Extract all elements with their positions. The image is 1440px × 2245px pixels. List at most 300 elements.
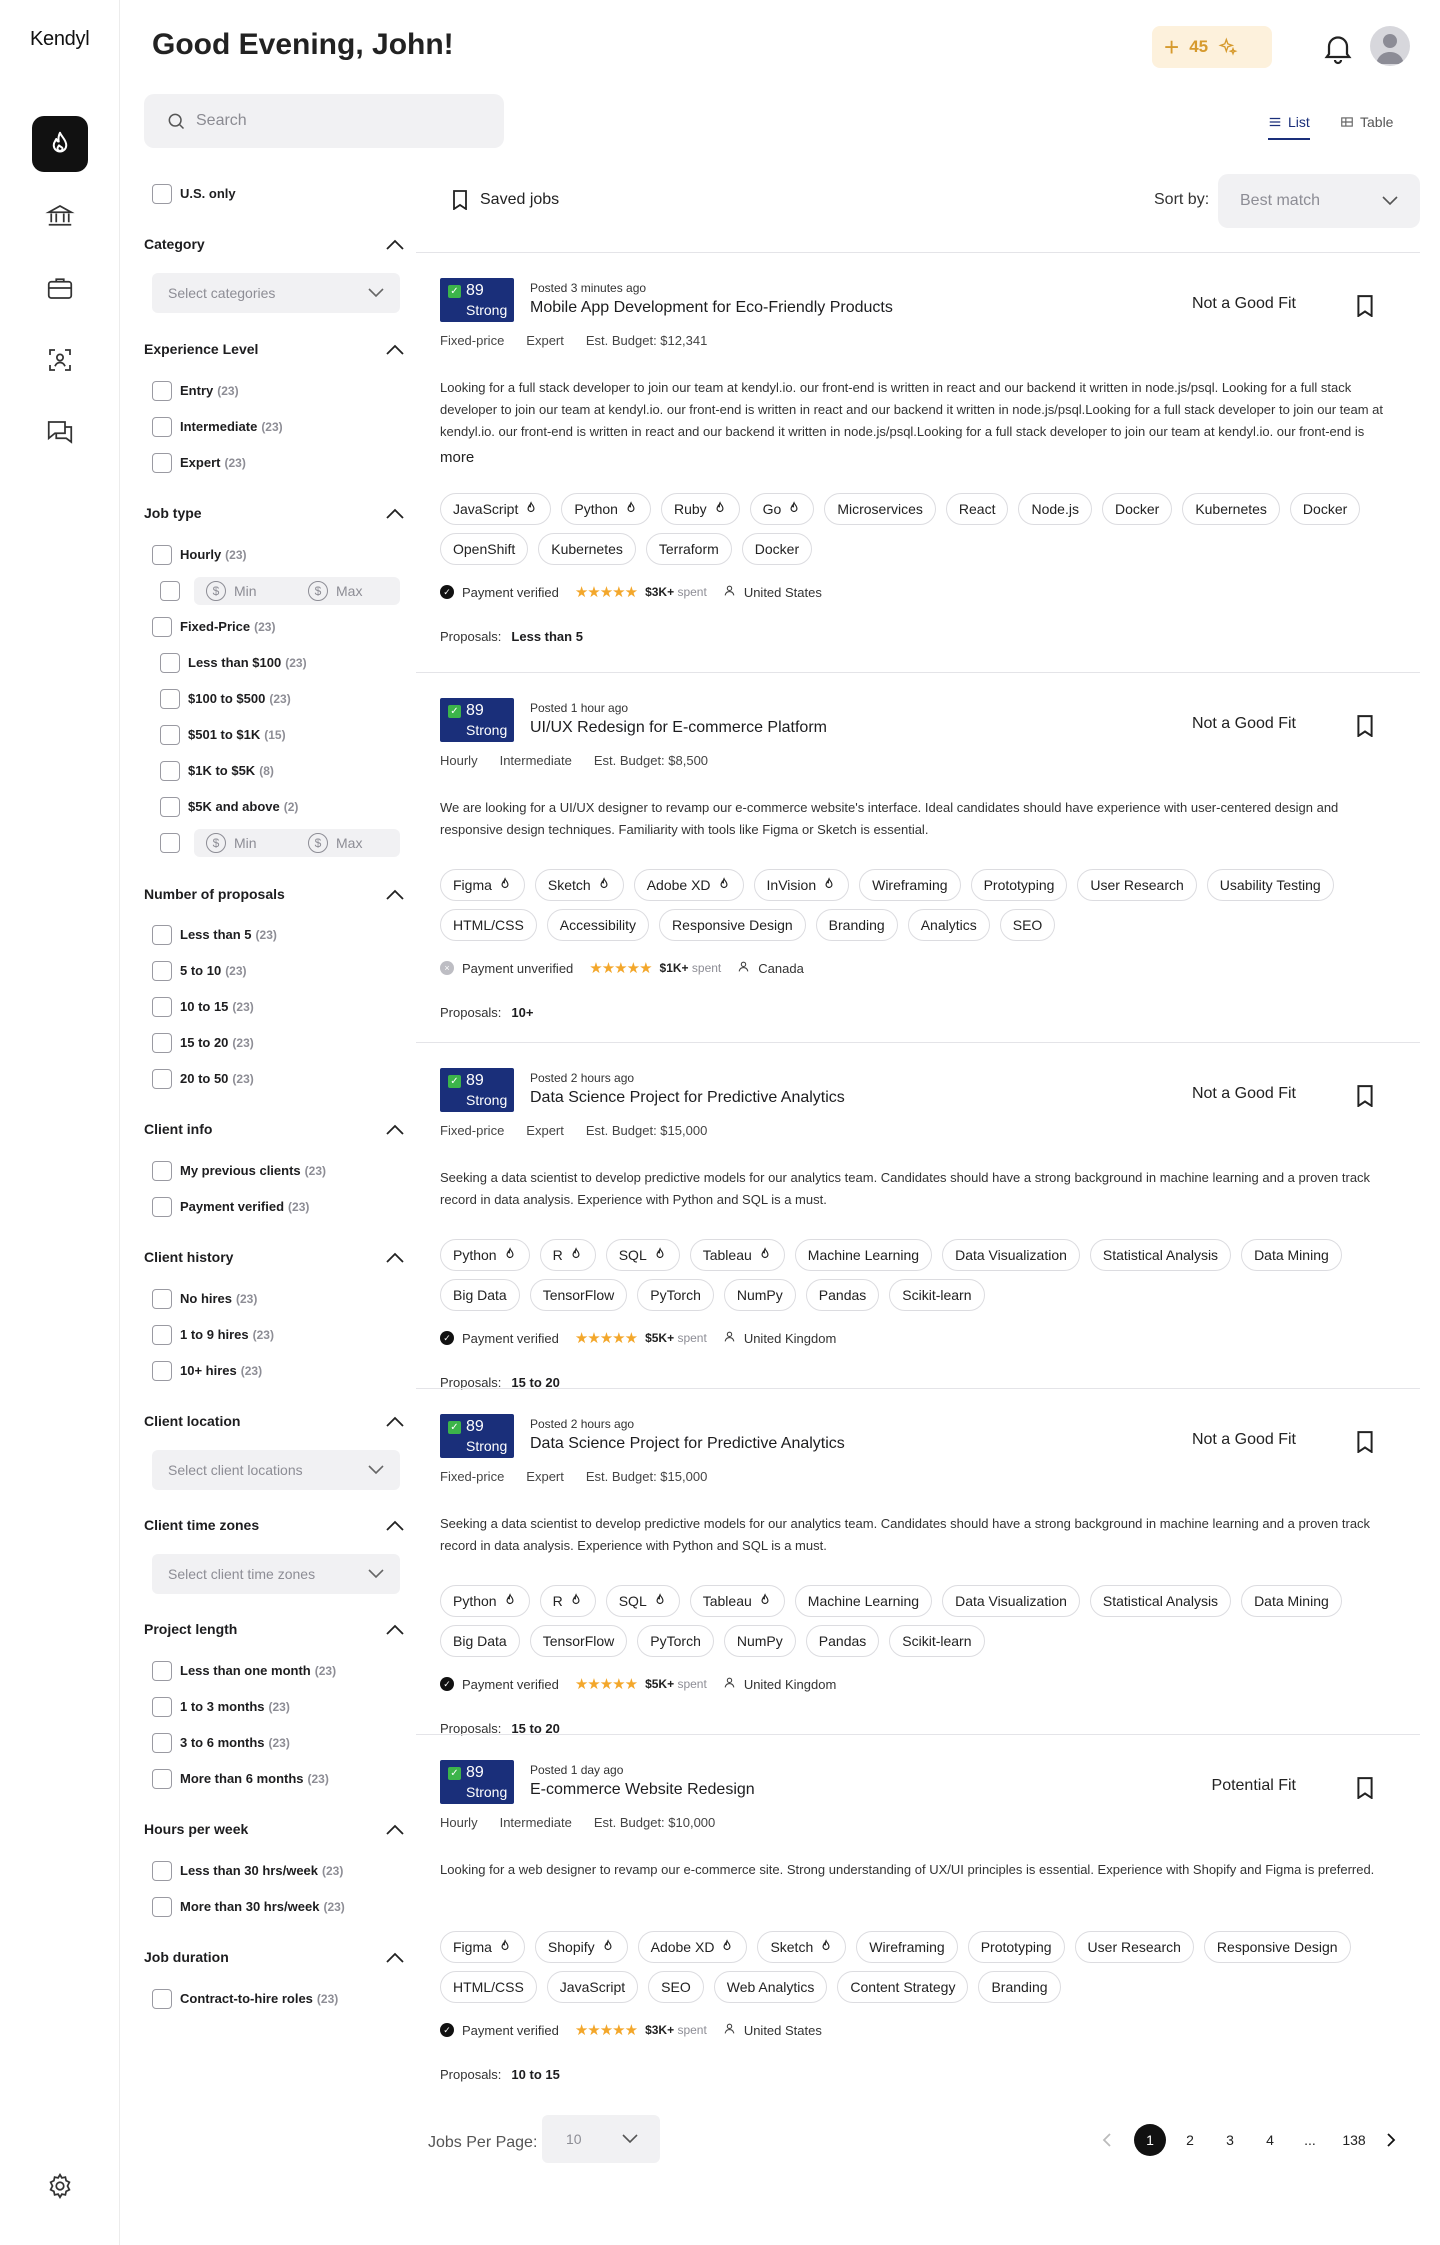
skill-tag[interactable] <box>806 1279 879 1311</box>
job-title[interactable]: Data Science Project for Predictive Analytics <box>530 1435 845 1452</box>
job-card[interactable] <box>416 252 1420 672</box>
skill-tag[interactable] <box>540 1585 596 1617</box>
skill-tag[interactable] <box>440 1585 530 1617</box>
skill-tag[interactable] <box>942 1585 1080 1617</box>
client-history-collapse-chevron-up-icon[interactable] <box>386 1251 404 1263</box>
client-history-1-label <box>180 1327 274 1342</box>
skill-tag-label: Responsive Design <box>1216 1939 1338 1955</box>
job-description: Seeking a data scientist to develop predictive models for our analytics team. Candidates should have a strong background in machine learning and a proven track record in data analysis. Experience with Python and SQL is a must. <box>440 1170 1371 1207</box>
bell-icon[interactable] <box>1320 30 1356 66</box>
proposals-2-count: (23) <box>232 1000 254 1014</box>
bookmark-icon[interactable] <box>1356 1777 1374 1799</box>
skill-tag-label: Analytics <box>920 917 977 933</box>
proposals-label: Proposals: <box>440 1375 502 1390</box>
skill-tag[interactable] <box>547 1971 638 2003</box>
sort-select[interactable] <box>1218 174 1420 228</box>
skill-tag[interactable] <box>440 1239 530 1271</box>
job-card[interactable] <box>416 672 1420 1042</box>
skill-tag-label: Kubernetes <box>1195 501 1267 517</box>
job-budget: Est. Budget: $12,341 <box>585 333 708 348</box>
job-type: Hourly <box>440 753 478 768</box>
skill-tag[interactable] <box>1241 1585 1342 1617</box>
job-type-heading: Job type <box>144 505 202 521</box>
skill-tag[interactable] <box>530 1625 628 1657</box>
page-button[interactable]: 138 <box>1342 2132 1366 2148</box>
fixed-range-1-checkbox[interactable] <box>160 689 180 709</box>
skill-tag[interactable] <box>440 1931 525 1963</box>
project-length-3-checkbox[interactable] <box>152 1769 172 1789</box>
skill-tags <box>440 1931 1400 2003</box>
client-info-0-count: (23) <box>304 1164 326 1178</box>
chevron-down-icon <box>368 1566 384 1582</box>
skill-tag[interactable] <box>690 1585 785 1617</box>
job-type: Fixed-price <box>440 1469 505 1484</box>
view-table-toggle[interactable] <box>1340 114 1393 130</box>
match-score-badge <box>440 698 514 742</box>
fixed-range-3-checkbox[interactable] <box>160 761 180 781</box>
fixed-max-input[interactable] <box>296 829 400 857</box>
client-location-select[interactable] <box>152 1450 400 1490</box>
credits-badge[interactable] <box>1152 26 1272 68</box>
client-info-heading: Client info <box>144 1121 213 1137</box>
saved-jobs-label: Saved jobs <box>480 191 560 208</box>
skill-tag[interactable] <box>942 1239 1080 1271</box>
client-history-1-checkbox[interactable] <box>152 1325 172 1345</box>
skill-tag[interactable] <box>440 1971 537 2003</box>
client-history-2-label <box>180 1363 262 1378</box>
client-history-2-count: (23) <box>240 1364 263 1378</box>
skill-tag-label: Python <box>453 1593 497 1609</box>
project-length-1-text: 1 to 3 months <box>180 1699 265 1714</box>
skill-tag[interactable] <box>757 1931 846 1963</box>
proposals-value: 10 to 15 <box>511 2067 560 2082</box>
page-button[interactable]: 1 <box>1134 2124 1166 2156</box>
skill-tag-label: Adobe XD <box>650 1939 715 1955</box>
skill-tag[interactable] <box>440 1625 520 1657</box>
job-meta <box>440 753 708 768</box>
match-score-label: Strong <box>466 722 508 738</box>
skill-tag[interactable] <box>440 869 525 901</box>
fit-label[interactable]: Not a Good Fit <box>1191 295 1296 312</box>
bookmark-icon[interactable] <box>1356 295 1374 317</box>
skill-tag[interactable] <box>659 909 806 941</box>
avatar[interactable] <box>1370 26 1410 66</box>
experience-1-label <box>180 419 283 434</box>
skill-tag[interactable] <box>646 533 732 565</box>
more-link[interactable]: more <box>440 449 475 466</box>
posted-time: Posted 2 hours ago <box>530 1417 635 1431</box>
client-history-heading: Client history <box>144 1249 234 1265</box>
proposals-1-checkbox[interactable] <box>152 961 172 981</box>
project-length-1-count: (23) <box>268 1700 290 1714</box>
fixed-range-4-checkbox[interactable] <box>160 797 180 817</box>
skill-tag[interactable] <box>440 909 537 941</box>
client-info-0-checkbox[interactable] <box>152 1161 172 1181</box>
skill-tag[interactable] <box>908 909 990 941</box>
skill-tag[interactable] <box>1075 1931 1194 1963</box>
flame-icon <box>503 1247 517 1264</box>
experience-collapse-chevron-up-icon[interactable] <box>386 343 404 355</box>
project-length-0-checkbox[interactable] <box>152 1661 172 1681</box>
client-tz-collapse-chevron-up-icon[interactable] <box>386 1519 404 1531</box>
skill-tag[interactable] <box>859 869 960 901</box>
flame-icon <box>503 1593 517 1610</box>
skill-tag[interactable] <box>971 869 1068 901</box>
hours-0-checkbox[interactable] <box>152 1861 172 1881</box>
skill-tag-label: JavaScript <box>559 1979 626 1995</box>
skill-tag[interactable] <box>1182 493 1280 525</box>
skill-tag[interactable] <box>561 493 651 525</box>
skill-tag[interactable] <box>795 1585 932 1617</box>
skill-tag[interactable] <box>540 1239 596 1271</box>
proposals-value: 15 to 20 <box>511 1375 560 1390</box>
skill-tag-label: Python <box>574 501 618 517</box>
nav-messages-button[interactable] <box>32 404 88 460</box>
client-history-0-checkbox[interactable] <box>152 1289 172 1309</box>
skill-tag-label: Pandas <box>818 1287 867 1303</box>
match-score: 89 <box>466 1764 484 1781</box>
project-length-collapse-chevron-up-icon[interactable] <box>386 1623 404 1635</box>
job-meta <box>440 1123 707 1138</box>
fixed-range-0-checkbox[interactable] <box>160 653 180 673</box>
skill-tag[interactable] <box>1204 1931 1351 1963</box>
posted-time: Posted 1 hour ago <box>530 701 629 715</box>
experience-0-count: (23) <box>217 384 239 398</box>
skill-tag[interactable] <box>538 533 636 565</box>
job-card[interactable] <box>416 1734 1420 2094</box>
hours-0-count: (23) <box>322 1864 344 1878</box>
skill-tag-label: User Research <box>1087 1939 1181 1955</box>
skill-tag[interactable] <box>606 1239 680 1271</box>
project-length-0-text: Less than one month <box>180 1663 311 1678</box>
skill-tag-label: Wireframing <box>869 1939 945 1955</box>
fixed-range-0-count: (23) <box>285 656 307 670</box>
job-budget: Est. Budget: $8,500 <box>593 753 709 768</box>
skill-tag[interactable] <box>547 909 649 941</box>
skill-tag[interactable] <box>440 493 551 525</box>
page-button[interactable]: ... <box>1304 2132 1316 2148</box>
job-type: Fixed-price <box>440 1123 505 1138</box>
skill-tag-label: Scikit-learn <box>902 1287 972 1303</box>
job-meta <box>440 1469 707 1484</box>
skill-tag[interactable] <box>795 1239 932 1271</box>
client-location-placeholder: Select client locations <box>168 1462 303 1478</box>
skill-tag[interactable] <box>606 1585 680 1617</box>
proposals-collapse-chevron-up-icon[interactable] <box>386 888 404 900</box>
experience-heading: Experience Level <box>144 341 259 357</box>
skill-tag[interactable] <box>535 1931 628 1963</box>
chevron-left-icon[interactable] <box>1102 2132 1112 2148</box>
skill-tag-label: Go <box>762 501 782 517</box>
nav-profile-scan-button[interactable] <box>32 332 88 388</box>
skill-tag-label: SEO <box>661 1979 691 1995</box>
skill-tag[interactable] <box>1077 869 1196 901</box>
chat-icon <box>45 417 75 447</box>
view-list-toggle[interactable] <box>1268 114 1310 130</box>
job-title[interactable]: Data Science Project for Predictive Analytics <box>530 1089 845 1106</box>
sort-value: Best match <box>1240 192 1321 209</box>
skill-tag[interactable] <box>742 533 812 565</box>
dollar-icon: $ <box>206 581 226 601</box>
skill-tag[interactable] <box>889 1279 984 1311</box>
payment-status: Payment verified <box>462 584 559 600</box>
hours-0-label <box>180 1863 343 1878</box>
flame-icon <box>758 1247 772 1264</box>
hourly-range-checkbox[interactable] <box>160 581 180 601</box>
category-collapse-chevron-up-icon[interactable] <box>386 238 404 250</box>
search-box[interactable] <box>144 94 504 148</box>
skill-tag-label: Docker <box>1302 501 1348 517</box>
skill-tag[interactable] <box>714 1971 828 2003</box>
skill-tag[interactable] <box>968 1931 1065 1963</box>
skill-tag-label: Machine Learning <box>807 1593 920 1609</box>
flame-icon <box>819 1939 833 1956</box>
nav-bank-button[interactable] <box>32 188 88 244</box>
fit-label[interactable]: Not a Good Fit <box>1191 1085 1296 1102</box>
proposals-4-label <box>180 1071 254 1086</box>
skill-tag[interactable] <box>824 493 936 525</box>
skill-tag[interactable] <box>946 493 1009 525</box>
skill-tag[interactable] <box>648 1971 704 2003</box>
bookmark-icon <box>452 190 468 210</box>
hourly-max-input[interactable] <box>296 577 400 605</box>
page-button[interactable]: 4 <box>1266 2132 1274 2148</box>
skill-tag[interactable] <box>724 1279 796 1311</box>
skill-tag[interactable] <box>690 1239 785 1271</box>
skill-tag[interactable] <box>837 1971 968 2003</box>
proposals-label: Proposals: <box>440 2067 502 2082</box>
skill-tag-label: Branding <box>991 1979 1048 1995</box>
skill-tag[interactable] <box>750 493 815 525</box>
client-tz-select[interactable] <box>152 1554 400 1594</box>
skill-tag-label: TensorFlow <box>542 1633 615 1649</box>
chevron-right-icon[interactable] <box>1386 2132 1396 2148</box>
duration-collapse-chevron-up-icon[interactable] <box>386 1951 404 1963</box>
proposals-4-checkbox[interactable] <box>152 1069 172 1089</box>
skill-tag-label: Statistical Analysis <box>1102 1247 1219 1263</box>
fixed-range-checkbox[interactable] <box>160 833 180 853</box>
client-info-1-text: Payment verified <box>180 1199 285 1214</box>
fixed-range-3-text: $1K to $5K <box>188 763 256 778</box>
skill-tag[interactable] <box>1207 869 1334 901</box>
hours-collapse-chevron-up-icon[interactable] <box>386 1823 404 1835</box>
client-tz-heading: Client time zones <box>144 1517 260 1533</box>
client-info-1-checkbox[interactable] <box>152 1197 172 1217</box>
bookmark-icon[interactable] <box>1356 1085 1374 1107</box>
job-type: Hourly <box>440 1815 478 1830</box>
proposals-0-checkbox[interactable] <box>152 925 172 945</box>
skill-tag[interactable] <box>754 869 850 901</box>
skill-tag[interactable] <box>1090 1585 1231 1617</box>
location-icon <box>723 1676 736 1692</box>
client-history-1-count: (23) <box>252 1328 274 1342</box>
per-page-select[interactable] <box>542 2115 660 2163</box>
skill-tag[interactable] <box>1241 1239 1342 1271</box>
view-table-label: Table <box>1360 114 1394 130</box>
proposals-2-checkbox[interactable] <box>152 997 172 1017</box>
skill-tag[interactable] <box>535 869 624 901</box>
page-button[interactable]: 2 <box>1186 2132 1194 2148</box>
fixed-range-2-count: (15) <box>264 728 286 742</box>
proposals-3-label <box>180 1035 254 1050</box>
posted-time: Posted 1 day ago <box>530 1763 624 1777</box>
match-score-badge <box>440 1414 514 1458</box>
posted-time: Posted 3 minutes ago <box>530 281 647 295</box>
rating-stars-icon: ★★★★★ <box>574 584 638 601</box>
job-type-collapse-chevron-up-icon[interactable] <box>386 507 404 519</box>
experience-0-label <box>180 383 239 398</box>
experience-2-checkbox[interactable] <box>152 453 172 473</box>
category-heading: Category <box>144 236 205 252</box>
table-icon <box>1340 115 1354 129</box>
user-scan-icon <box>45 345 75 375</box>
client-info-collapse-chevron-up-icon[interactable] <box>386 1123 404 1135</box>
client-spent <box>645 585 707 599</box>
skill-tag[interactable] <box>889 1625 984 1657</box>
fixed-price-checkbox[interactable] <box>152 617 172 637</box>
skill-tag[interactable] <box>1102 493 1172 525</box>
proposals-3-checkbox[interactable] <box>152 1033 172 1053</box>
fixed-price-label <box>180 619 275 634</box>
skill-tag-label: JavaScript <box>453 501 519 517</box>
hours-1-label <box>180 1899 345 1914</box>
job-title[interactable]: UI/UX Redesign for E-commerce Platform <box>530 719 827 736</box>
client-history-2-checkbox[interactable] <box>152 1361 172 1381</box>
skill-tag[interactable] <box>530 1279 628 1311</box>
skill-tags <box>440 1239 1400 1311</box>
proposals-label: Proposals: <box>440 1005 502 1020</box>
duration-heading: Job duration <box>144 1949 229 1965</box>
fixed-range-0-text: Less than $100 <box>188 655 282 670</box>
job-level: Intermediate <box>499 753 572 768</box>
skill-tag[interactable] <box>637 1625 714 1657</box>
skill-tag-label: SQL <box>618 1593 647 1609</box>
client-history-0-count: (23) <box>236 1292 258 1306</box>
job-title[interactable]: E-commerce Website Redesign <box>530 1781 755 1798</box>
flame-icon <box>720 1939 734 1956</box>
skill-tag[interactable] <box>1290 493 1360 525</box>
skill-tag-label: Big Data <box>453 1287 507 1303</box>
payment-status: Payment verified <box>462 1676 559 1692</box>
fit-label[interactable]: Potential Fit <box>1211 1777 1296 1794</box>
page-button[interactable]: 3 <box>1226 2132 1234 2148</box>
skill-tag[interactable] <box>1090 1239 1231 1271</box>
fit-label[interactable]: Not a Good Fit <box>1191 715 1296 732</box>
skill-tag[interactable] <box>440 533 528 565</box>
skill-tag[interactable] <box>440 1279 520 1311</box>
job-meta <box>440 333 707 348</box>
skill-tag[interactable] <box>1000 909 1056 941</box>
nav-settings-button[interactable] <box>32 2158 88 2214</box>
skill-tag[interactable] <box>634 869 744 901</box>
dollar-icon: $ <box>206 833 226 853</box>
skill-tag-label: Data Visualization <box>955 1593 1067 1609</box>
saved-jobs-button[interactable] <box>452 190 559 210</box>
bookmark-icon[interactable] <box>1356 715 1374 737</box>
skill-tag[interactable] <box>638 1931 748 1963</box>
proposals-0-count: (23) <box>255 928 277 942</box>
skill-tag[interactable] <box>806 1625 879 1657</box>
bank-icon <box>45 201 75 231</box>
proposals-value: Less than 5 <box>511 629 583 644</box>
rating-stars-icon: ★★★★★ <box>574 1676 638 1693</box>
job-title[interactable]: Mobile App Development for Eco-Friendly Products <box>530 299 893 316</box>
chevron-down-icon <box>368 285 384 301</box>
skill-tag[interactable] <box>978 1971 1060 2003</box>
nav-briefcase-button[interactable] <box>32 260 88 316</box>
proposals-0-text: Less than 5 <box>180 927 252 942</box>
flame-icon <box>758 1593 772 1610</box>
proposals-info <box>440 2067 560 2082</box>
duration-0-count: (23) <box>316 1992 339 2006</box>
fixed-range-2-checkbox[interactable] <box>160 725 180 745</box>
project-length-1-checkbox[interactable] <box>152 1697 172 1717</box>
flame-icon <box>524 501 538 518</box>
skill-tag-label: Docker <box>1114 501 1160 517</box>
skill-tag-label: Scikit-learn <box>902 1633 972 1649</box>
rating-stars-icon: ★★★★★ <box>589 960 652 977</box>
job-type: Fixed-price <box>440 333 505 348</box>
skill-tag-label: Tableau <box>702 1247 752 1263</box>
skill-tag[interactable] <box>816 909 898 941</box>
skill-tag[interactable] <box>724 1625 796 1657</box>
skill-tag[interactable] <box>1018 493 1091 525</box>
fixed-range-1-label <box>188 691 291 706</box>
duration-0-label <box>180 1991 338 2006</box>
skill-tag[interactable] <box>661 493 740 525</box>
skill-tag-label: Adobe XD <box>646 877 711 893</box>
job-card[interactable] <box>416 1042 1420 1388</box>
spent-suffix: spent <box>677 2023 707 2037</box>
skill-tag[interactable] <box>637 1279 714 1311</box>
skill-tag-label: Pandas <box>818 1633 867 1649</box>
skill-tag[interactable] <box>856 1931 957 1963</box>
spent-suffix: spent <box>691 961 722 975</box>
hourly-checkbox[interactable] <box>152 545 172 565</box>
proposals-0-label <box>180 927 277 942</box>
match-score-label: Strong <box>466 302 508 318</box>
hours-1-checkbox[interactable] <box>152 1897 172 1917</box>
project-length-2-count: (23) <box>268 1736 290 1750</box>
client-spent <box>645 2023 707 2037</box>
hourly-label <box>180 547 247 562</box>
spent-amount: $5K+ <box>645 1677 675 1691</box>
client-location-collapse-chevron-up-icon[interactable] <box>386 1415 404 1427</box>
proposals-info <box>440 629 583 644</box>
us-only-checkbox[interactable] <box>152 184 172 204</box>
skill-tag-label: Ruby <box>673 501 707 517</box>
bookmark-icon[interactable] <box>1356 1431 1374 1453</box>
nav-jobs-button[interactable] <box>32 116 88 172</box>
search-input[interactable] <box>196 112 476 130</box>
proposals-1-label <box>180 963 247 978</box>
check-icon: ✓ <box>448 1075 461 1088</box>
skill-tag-label: Accessibility <box>559 917 637 933</box>
fit-label[interactable]: Not a Good Fit <box>1191 1431 1296 1448</box>
skill-tag-label: OpenShift <box>453 541 516 557</box>
job-meta <box>440 1815 715 1830</box>
project-length-2-checkbox[interactable] <box>152 1733 172 1753</box>
experience-0-checkbox[interactable] <box>152 381 172 401</box>
flame-icon <box>624 501 638 518</box>
fixed-min-placeholder: Min <box>234 835 257 851</box>
experience-1-checkbox[interactable] <box>152 417 172 437</box>
duration-0-checkbox[interactable] <box>152 1989 172 2009</box>
location-icon <box>723 2022 736 2038</box>
proposals-4-text: 20 to 50 <box>180 1071 229 1086</box>
job-card[interactable] <box>416 1388 1420 1734</box>
category-select[interactable] <box>152 273 400 313</box>
